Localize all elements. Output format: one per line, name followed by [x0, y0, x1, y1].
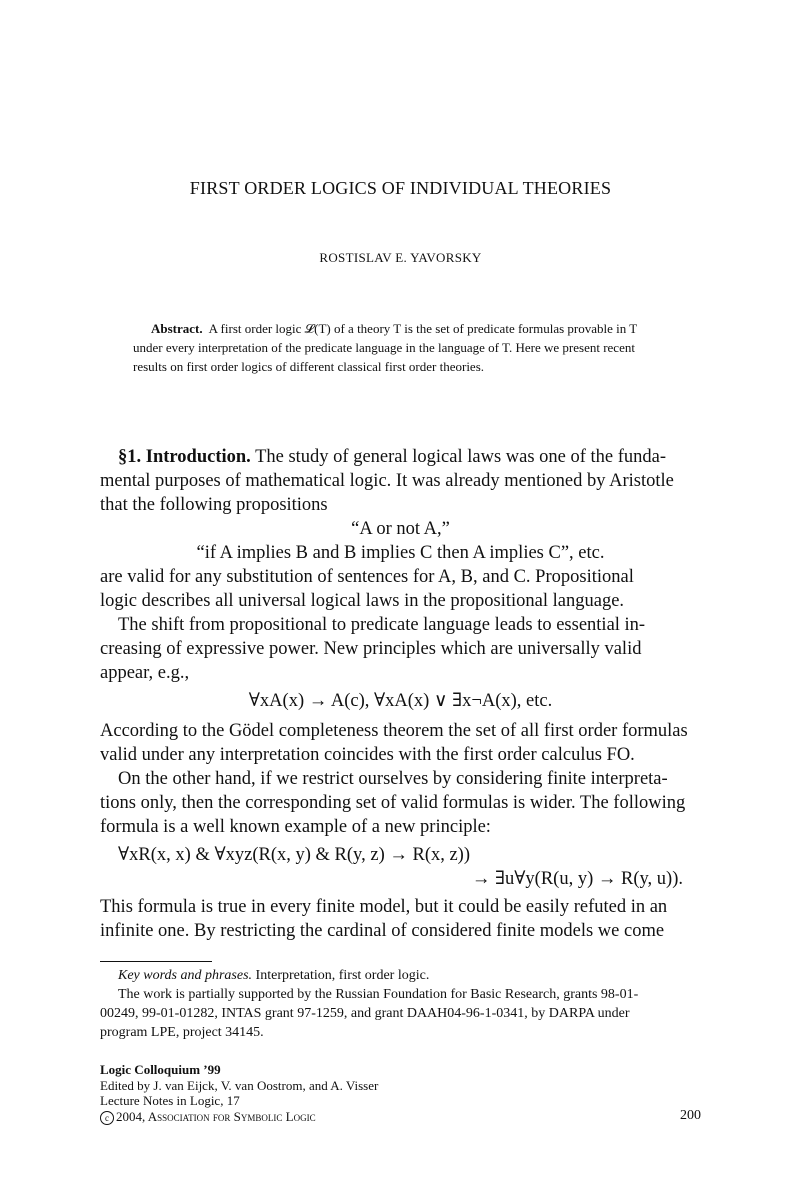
keywords-text: Interpretation, first order logic.: [255, 968, 430, 983]
introduction-section: [100, 445, 701, 943]
section-heading: §1. Introduction.: [118, 447, 251, 467]
page-number: 200: [680, 1108, 701, 1123]
footnote-keywords: [100, 966, 701, 1042]
abstract-text-1: A first order logic 𝓛(T) of a theory T is the set of predicate formulas provable in T: [208, 321, 638, 336]
footnote-rule: [100, 961, 212, 962]
intro-line: appear, e.g.,: [100, 663, 190, 683]
intro-line: The shift from propositional to predicate language leads to essential in-: [118, 615, 646, 635]
keywords-line: [100, 966, 701, 985]
intro-line: creasing of expressive power. New principles which are universally valid: [100, 639, 642, 659]
abstract-line-1: [133, 319, 668, 338]
paper-title: FIRST ORDER LOGICS OF INDIVIDUAL THEORIES: [189, 178, 612, 198]
intro-line: are valid for any substitution of sentences for A, B, and C. Propositional: [100, 567, 634, 587]
display-formula-2: “if A implies B and B implies C then A implies C”, etc.: [196, 543, 605, 563]
publication-info: [100, 1062, 378, 1125]
intro-line: According to the Gödel completeness theorem the set of all first order formulas: [100, 721, 688, 741]
copyright-icon: c: [100, 1111, 114, 1125]
keywords-label: Key words and phrases.: [118, 968, 253, 983]
series: Lecture Notes in Logic, 17: [100, 1093, 240, 1108]
support-line: 00249, 99-01-01282, INTAS grant 97-1259, and grant DAAH04-96-1-0341, by DARPA under: [100, 1006, 630, 1021]
intro-line: valid under any interpretation coincides with the first order calculus FO.: [100, 745, 635, 765]
display-formula-1: “A or not A,”: [351, 519, 450, 539]
intro-line: This formula is true in every finite model, but it could be easily refuted in an: [100, 897, 668, 917]
support-line: program LPE, project 34145.: [100, 1025, 264, 1040]
intro-line: tions only, then the corresponding set of valid formulas is wider. The following: [100, 793, 686, 813]
editors: Edited by J. van Eijck, V. van Oostrom, and A. Visser: [100, 1077, 379, 1093]
intro-line: [100, 445, 701, 469]
abstract-line-3: results on first order logics of different classical first order theories.: [133, 359, 485, 374]
intro-text: The study of general logical laws was one of the funda-: [255, 447, 667, 467]
author-name: ROSTISLAV E. YAVORSKY: [319, 250, 482, 265]
book-title: Logic Colloquium ’99: [100, 1062, 221, 1077]
abstract-label: Abstract.: [151, 321, 203, 336]
support-line: The work is partially supported by the Russian Foundation for Basic Research, grants 98-01-: [118, 987, 639, 1002]
abstract-line-2: under every interpretation of the predicate language in the language of T. Here we present recent: [133, 340, 635, 355]
intro-line: formula is a well known example of a new principle:: [100, 817, 491, 837]
intro-line: logic describes all universal logical laws in the propositional language.: [100, 591, 625, 611]
display-formula-4a: ∀xR(x, x) & ∀xyz(R(x, y) & R(y, z) → R(x, z)): [118, 845, 471, 865]
display-formula-4b: → ∃u∀y(R(u, y) → R(y, u)).: [471, 869, 683, 889]
abstract: [133, 319, 668, 376]
copyright-text: 2004, Association for Symbolic Logic: [116, 1108, 316, 1124]
intro-line: On the other hand, if we restrict ourselves by considering finite interpreta-: [118, 769, 668, 789]
copyright-line: [100, 1109, 378, 1125]
intro-line: mental purposes of mathematical logic. It was already mentioned by Aristotle: [100, 471, 674, 491]
intro-line: that the following propositions: [100, 495, 328, 515]
intro-line: infinite one. By restricting the cardinal of considered finite models we come: [100, 921, 665, 941]
display-formula-3: ∀xA(x) → A(c), ∀xA(x) ∨ ∃x¬A(x), etc.: [248, 691, 553, 711]
